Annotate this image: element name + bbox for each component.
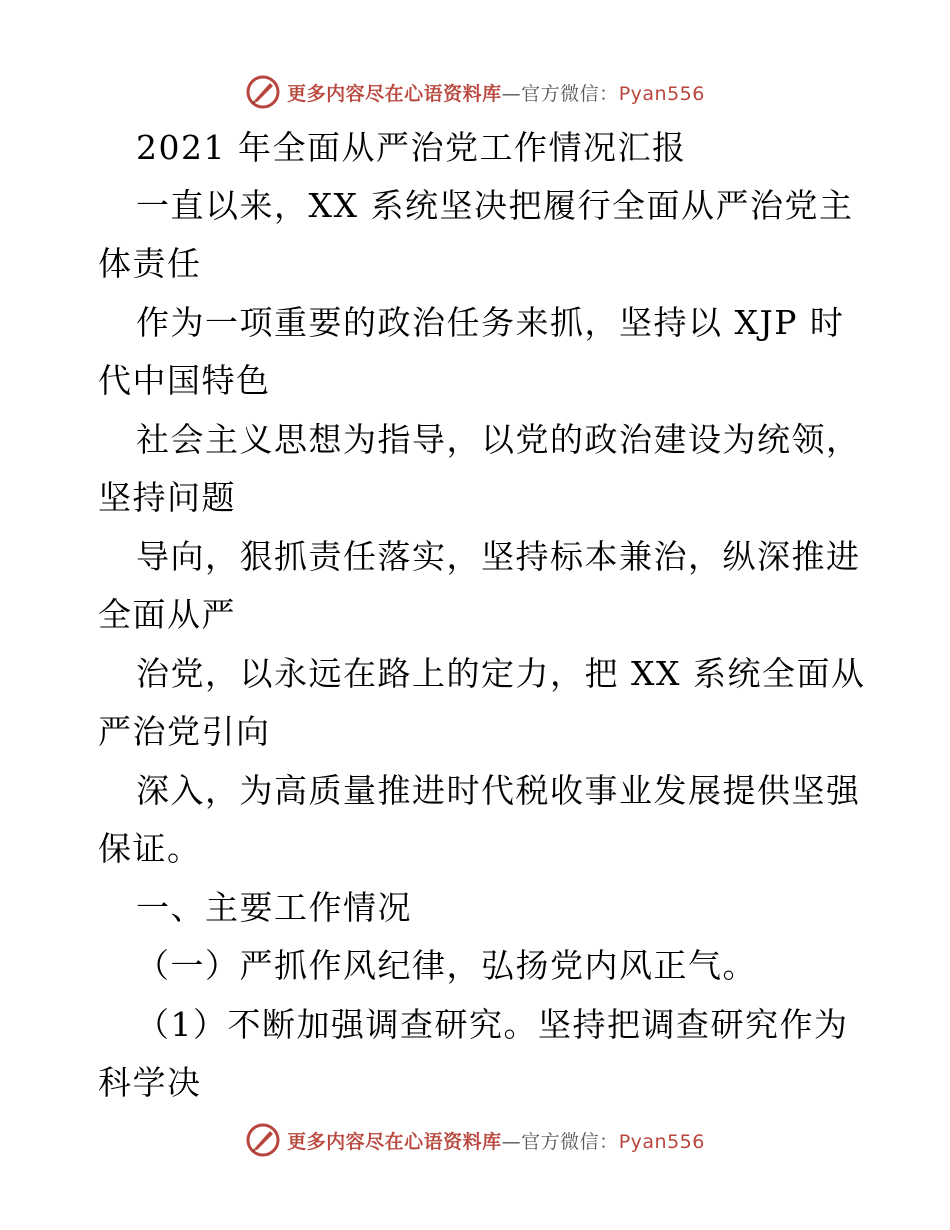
- paragraph-line: 体责任: [98, 244, 202, 283]
- header-watermark: [0, 70, 950, 114]
- paragraph-line: 社会主义思想为指导，以党的政治建设为统领，: [136, 420, 861, 459]
- document-title: 2021 年全面从严治党工作情况汇报: [136, 128, 687, 167]
- paragraph-line: 深入，为高质量推进时代税收事业发展提供坚强: [136, 771, 861, 810]
- watermark-text: 更多内容尽在心语资料库—官方微信：Pyan556: [287, 82, 705, 105]
- footer-watermark: [0, 1118, 950, 1162]
- paragraph-line: （1）不断加强调查研究。坚持把调查研究作为: [136, 1005, 849, 1044]
- paragraph-line: 保证。: [98, 829, 202, 868]
- watermark-text: 更多内容尽在心语资料库—官方微信：Pyan556: [287, 1130, 705, 1153]
- section-heading: 一、主要工作情况: [136, 888, 412, 927]
- paragraph-line: 严治党引向: [98, 712, 271, 751]
- paragraph-line: 坚持问题: [98, 478, 236, 517]
- paragraph-line: 作为一项重要的政治任务来抓，坚持以 XJP 时: [136, 303, 845, 342]
- paragraph-line: 治党，以永远在路上的定力，把 XX 系统全面从: [136, 654, 866, 693]
- quill-pen-icon: [245, 1122, 281, 1158]
- paragraph-line: 导向，狠抓责任落实，坚持标本兼治，纵深推进: [136, 537, 861, 576]
- paragraph-line: 科学决: [98, 1063, 202, 1102]
- paragraph-line: 一直以来，XX 系统坚决把履行全面从严治党主: [136, 186, 854, 225]
- subsection-heading: （一）严抓作风纪律，弘扬党内风正气。: [136, 946, 757, 985]
- quill-pen-icon: [245, 74, 281, 110]
- paragraph-line: 代中国特色: [98, 361, 271, 400]
- paragraph-line: 全面从严: [98, 595, 236, 634]
